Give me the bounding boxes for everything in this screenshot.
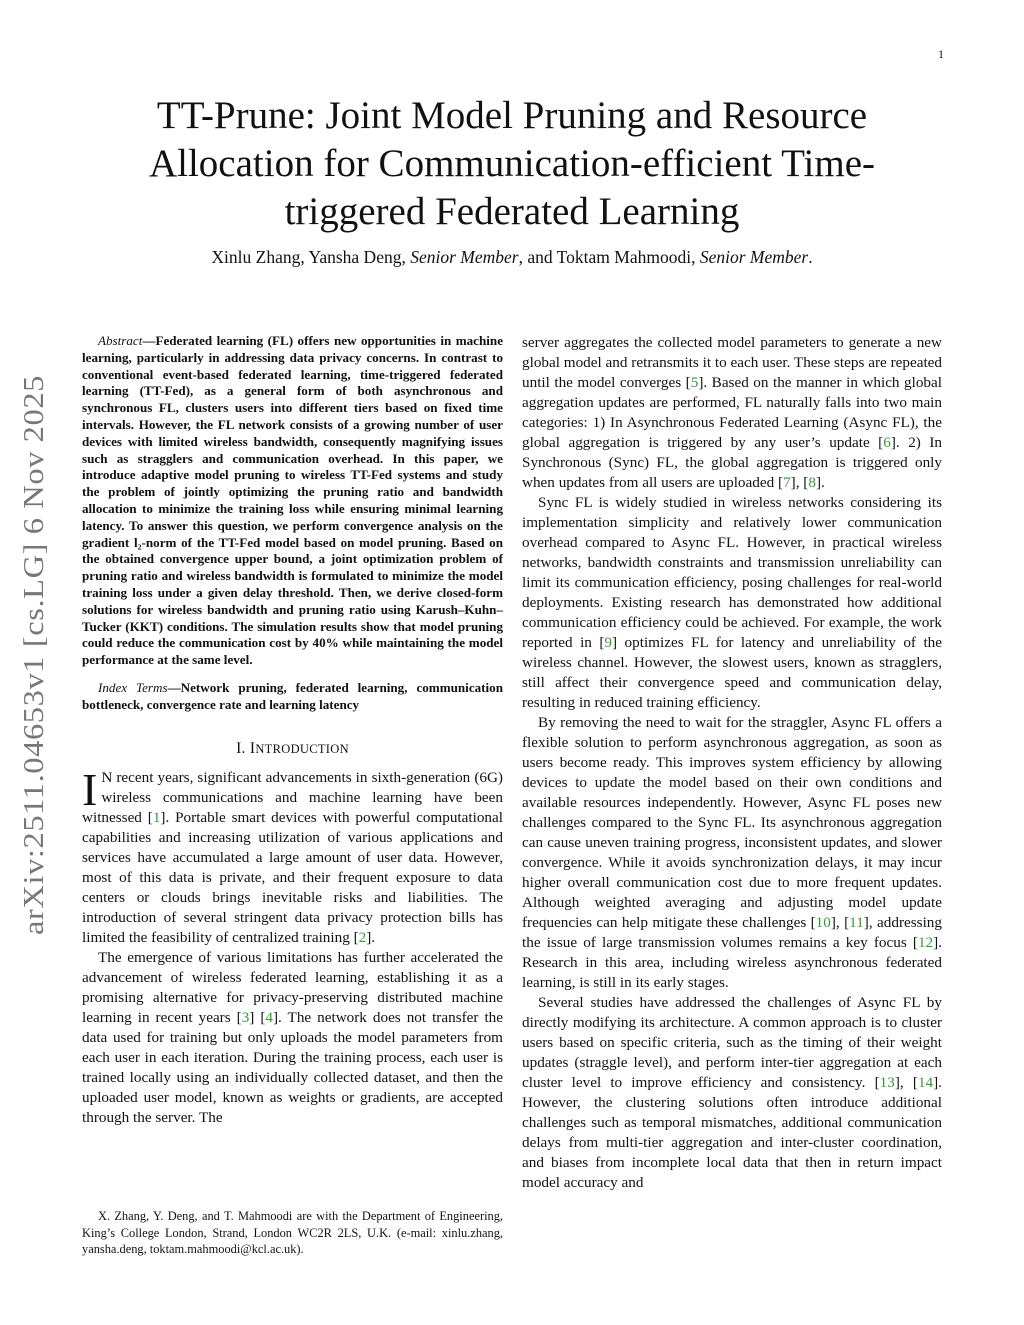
authors-part-2: , and Toktam Mahmoodi, xyxy=(518,247,700,267)
right-paragraph-4: Several studies have addressed the challenges of Async FL by directly modifying its architecture. A common approach is to cluster users based on specific criteria, such as the timing of their weight updates (straggle level), and perform inter-tier aggregation at each cluster level to improve efficiency and consistency. [13], [14]. However, the clustering solutions often introduce additional challenges such as temporal mismatches, additional communication delays from multi-tier aggregation and inter-cluster coordination, and biases from incomplete local data that then in return impact model accuracy and xyxy=(522,994,942,1191)
citation-link[interactable]: 4 xyxy=(265,1008,273,1026)
right-paragraph-2: Sync FL is widely studied in wireless networks considering its implementation simplicity and relatively lower communication overhead compared to Async FL. However, in practical wireless networks, bandwidth constraints and transmission unreliability can limit its communication efficiency, posing challenges for real-world deployments. Existing research has demonstrated how additional communication efficiency could be achieved. For example, the work reported in [9] optimizes FL for latency and unreliability of the wireless channel. However, the slowest users, known as stragglers, still affect their convergence speed and communication delay, resulting in reduced training efficiency. xyxy=(522,494,942,711)
citation-link[interactable]: 9 xyxy=(604,634,613,651)
citation-link[interactable]: 3 xyxy=(241,1008,250,1026)
intro-paragraph-1: I N recent years, significant advancements in sixth-generation (6G) wireless communications and machine learning have been witnessed [1]. Portable smart devices with powerful computational capabilities and increasing utilization of various applications and services have accumulated a large amount of user data. However, most of this data is private, and their frequent exposure to data centers or clouds brings inevitable risks and liabilities. The introduction of several stringent data privacy protection bills has limited the feasibility of centralized training [2]. xyxy=(82,763,503,946)
citation-link[interactable]: 8 xyxy=(808,474,816,491)
right-paragraph-1: server aggregates the collected model parameters to generate a new global model and retransmits it to each user. These steps are repeated until the model converges [5]. Based on the manner in which global aggregation updates are performed, FL naturally falls into two main categories: 1) In Asynchronous Federated Learning (Async FL), the global aggregation is triggered by any user’s update [6]. 2) In Synchronous (Sync) FL, the global aggregation is triggered only when updates from all users are uploaded [7], [8]. xyxy=(522,334,942,491)
author-line xyxy=(100,246,924,268)
right-column xyxy=(522,333,942,1193)
citation-link[interactable]: 5 xyxy=(690,374,699,391)
author-rank-1: Senior Member xyxy=(410,247,519,267)
right-paragraph-3: By removing the need to wait for the straggler, Async FL offers a flexible solution to perform asynchronous aggregation, as soon as users become ready. This improves system efficiency by allowing devices to update the model based on their own conditions and available resources independently. However, Async FL poses new challenges compared to the Sync FL. Its asynchronous aggregation can cause uneven training progress, inconsistent updates, and slower convergence. While it avoids synchronization delays, it may incur higher overall communication cost due to more frequent updates. Although weighted averaging and adjusting model update frequencies can help mitigate these challenges [10], [11], addressing the issue of large transmission volumes remains a key focus [12]. Research in this area, including wireless asynchronous federated learning, is still in its early stages. xyxy=(522,714,942,991)
citation-link[interactable]: 6 xyxy=(883,434,891,451)
abstract-label: Abstract xyxy=(98,333,143,348)
arxiv-stamp-text: arXiv:2511.04653v1 [cs.LG] 6 Nov 2025 xyxy=(19,444,50,935)
authors-part-3: . xyxy=(808,247,813,267)
abstract xyxy=(82,333,503,669)
citation-link[interactable]: 12 xyxy=(917,934,934,951)
intro-paragraph-2: The emergence of various limitations has further accelerated the advancement of wireless federated learning, establishing it as a promising alternative for privacy-preserving distributed machine learning in recent years [3] [4]. The network does not transfer the data used for training but only uploads the model parameters from each user in each iteration. During the training process, each user is trained locally using an individually collected dataset, and then the uploaded user model, known as weights or gradients, are accepted through the server. The xyxy=(82,948,503,1126)
left-column xyxy=(82,333,503,1128)
citation-link[interactable]: 10 xyxy=(815,914,831,931)
citation-link[interactable]: 1 xyxy=(152,808,161,826)
citation-link[interactable]: 7 xyxy=(783,474,791,491)
citation-link[interactable]: 11 xyxy=(849,914,864,931)
citation-link[interactable]: 13 xyxy=(879,1074,895,1091)
index-terms-text: —Network pruning, federated learning, communication bottleneck, convergence rate and learning latency xyxy=(82,679,504,712)
drop-cap: I xyxy=(82,763,98,815)
author-rank-2: Senior Member xyxy=(699,247,809,267)
affiliation-footnote: X. Zhang, Y. Deng, and T. Mahmoodi are with the Department of Engineering, King’s College London, Strand, London WC2R 2LS, U.K. (e-mail: xinlu.zhang, yansha.deng, toktam.mahmoodi@kcl.ac.uk). xyxy=(82,1209,503,1256)
citation-link[interactable]: 2 xyxy=(358,928,367,946)
arxiv-stamp xyxy=(15,375,51,935)
paper-title: TT-Prune: Joint Model Pruning and Resource Allocation for Communication-efficient Time-triggered Federated Learning xyxy=(148,94,876,233)
index-terms xyxy=(82,680,503,714)
page-number: 1 xyxy=(938,47,944,61)
section-heading-introduction: I. INTRODUCTION xyxy=(236,739,349,757)
authors-part-1: Xinlu Zhang, Yansha Deng, xyxy=(211,247,411,267)
index-terms-label: Index Terms xyxy=(98,679,168,695)
citation-link[interactable]: 14 xyxy=(917,1074,934,1091)
abstract-text: —Federated learning (FL) offers new opportunities in machine learning, particularly in addressing data privacy concerns. In contrast to conventional event-based federated learning, time-triggered federated learning (TT-Fed), as a general form of both asynchronous and synchronous FL, clusters users into different tiers based on fixed time intervals. However, the FL network consists of a growing number of user devices with limited wireless bandwidth, consequently magnifying issues such as stragglers and communication overhead. In this paper, we introduce adaptive model pruning to wireless TT-Fed systems and study the problem of jointly optimizing the pruning ratio and bandwidth allocation to minimize the training loss while ensuring minimal learning latency. To answer this question, we perform convergence analysis on the gradient l₂-norm of the TT-Fed model based on model pruning. Based on the obtained convergence upper bound, a joint optimization problem of pruning ratio and wireless bandwidth is formulated to minimize the model training loss under a given delay threshold. Then, we derive closed-form solutions for wireless bandwidth and pruning ratio using Karush–Kuhn–Tucker (KKT) conditions. The simulation results show that model pruning could reduce the communication cost by 40% while maintaining the model performance at the same level. xyxy=(82,333,503,668)
